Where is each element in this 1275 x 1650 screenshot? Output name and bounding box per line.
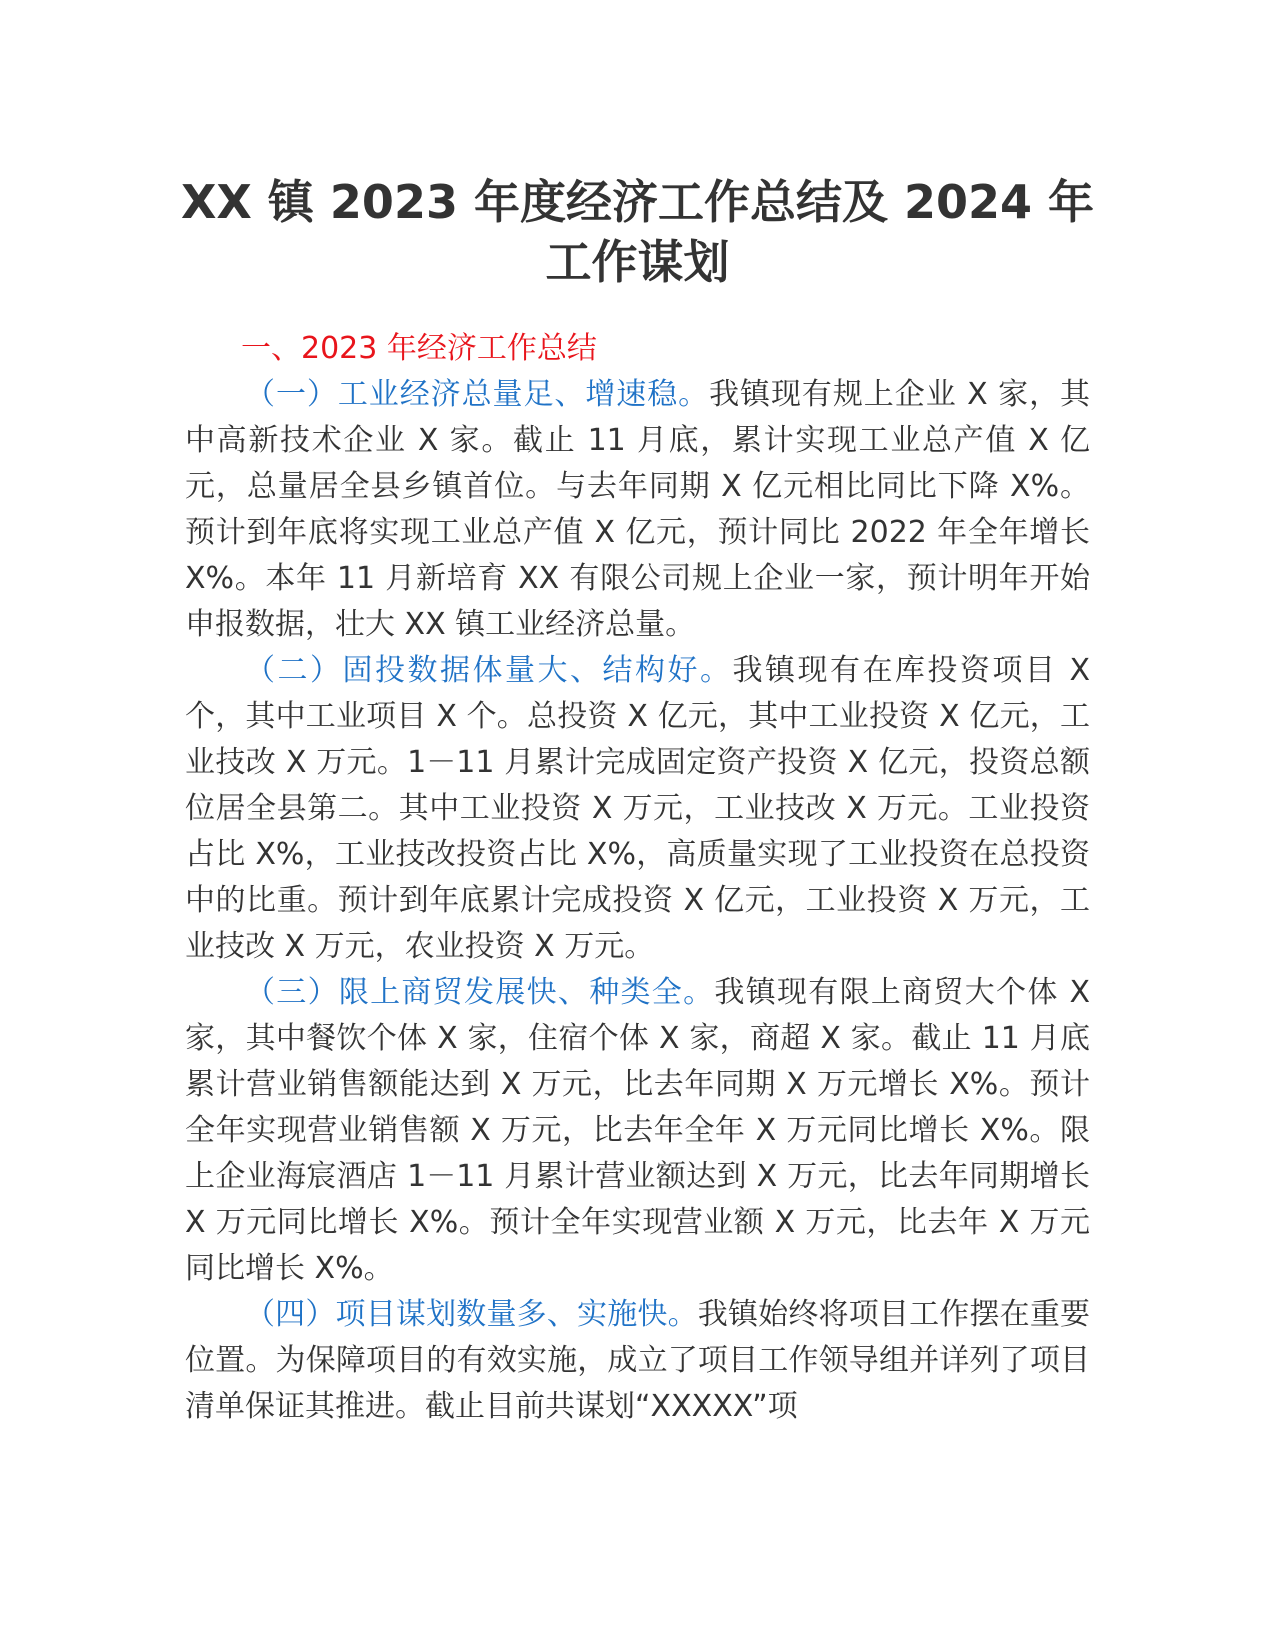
paragraph-1-heading: （一）工业经济总量足、增速稳。 bbox=[245, 377, 710, 412]
paragraph-4-heading: （四）项目谋划数量多、实施快。 bbox=[245, 1297, 698, 1332]
paragraph-3 bbox=[185, 970, 1090, 1292]
section-heading: 一、2023 年经济工作总结 bbox=[241, 331, 597, 366]
document-title bbox=[150, 172, 1125, 292]
paragraph-2-text: 我镇现有在库投资项目 X 个，其中工业项目 X 个。总投资 X 亿元，其中工业投资 X 亿元，工业技改 X 万元。1－11 月累计完成固定资产投资 X 亿元，投资总额位居全县第二。其中工业投资 X 万元，工业技改 X 万元。工业投资占比 X%，工业技改投资占比 X%，高质量实现了工业投资在总投资中的比重。预计到年底累计完成投资 X 亿元，工业投资 X 万元，工业技改 X 万元，农业投资 X 万元。 bbox=[185, 653, 1091, 964]
title-line-2: 工作谋划 bbox=[545, 235, 730, 289]
paragraph-1 bbox=[185, 372, 1090, 648]
paragraph-2 bbox=[185, 648, 1090, 970]
document-body bbox=[185, 326, 1090, 1430]
paragraph-3-text: 我镇现有限上商贸大个体 X 家，其中餐饮个体 X 家，住宿个体 X 家，商超 X 家。截止 11 月底累计营业销售额能达到 X 万元，比去年同期 X 万元增长 X%。预计全年实现营业销售额 X 万元，比去年全年 X 万元同比增长 X%。限上企业海宸酒店 1－11 月累计营业额达到 X 万元，比去年同期增长 X 万元同比增长 X%。预计全年实现营业额 X 万元，比去年 X 万元同比增长 X%。 bbox=[185, 975, 1091, 1286]
paragraph-2-heading: （二）固投数据体量大、结构好。 bbox=[245, 653, 733, 688]
paragraph-4 bbox=[185, 1292, 1090, 1430]
title-line-1: XX 镇 2023 年度经济工作总结及 2024 年 bbox=[180, 175, 1095, 229]
paragraph-3-heading: （三）限上商贸发展快、种类全。 bbox=[245, 975, 715, 1010]
paragraph-4-text: 我镇始终将项目工作摆在重要位置。为保障项目的有效实施，成立了项目工作领导组并详列了项目清单保证其推进。截止目前共谋划“XXXXX”项 bbox=[185, 1297, 1091, 1424]
paragraph-1-text: 我镇现有规上企业 X 家，其中高新技术企业 X 家。截止 11 月底，累计实现工业总产值 X 亿元，总量居全县乡镇首位。与去年同期 X 亿元相比同比下降 X%。预计到年底将实现工业总产值 X 亿元，预计同比 2022 年全年增长 X%。本年 11 月新培育 XX 有限公司规上企业一家，预计明年开始申报数据，壮大 XX 镇工业经济总量。 bbox=[185, 377, 1091, 642]
